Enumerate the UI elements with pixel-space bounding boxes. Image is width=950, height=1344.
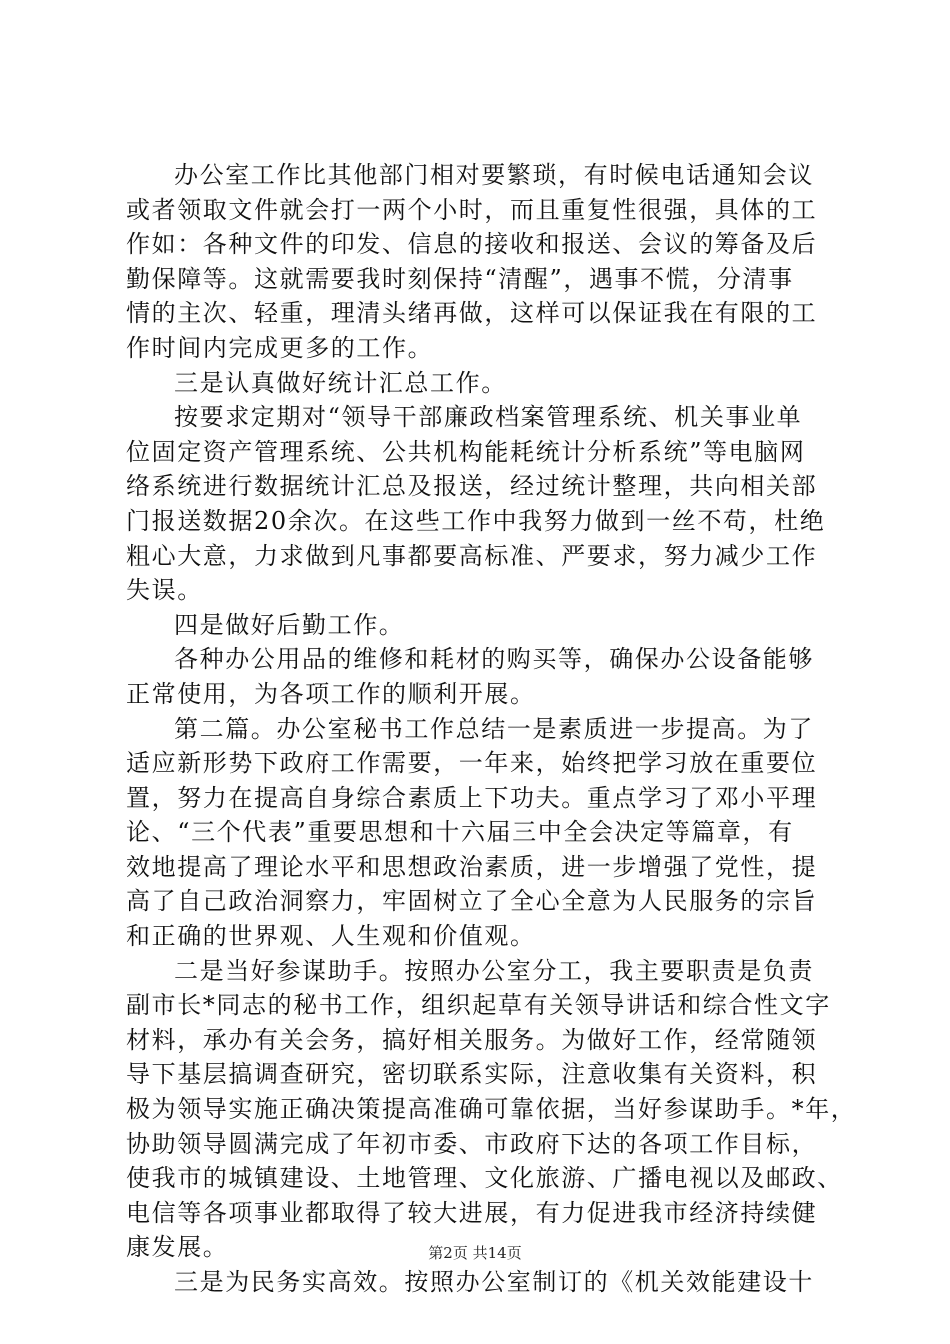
text-line: 或者领取文件就会打一两个小时，而且重复性很强，具体的工 xyxy=(126,195,818,224)
text-line: 适应新形势下政府工作需要，一年来，始终把学习放在重要位 xyxy=(126,749,818,778)
text-line: 位固定资产管理系统、公共机构能耗统计分析系统”等电脑网 xyxy=(126,437,806,466)
page-number-label: 第2页 共14页 xyxy=(428,1244,522,1262)
text-line: 情的主次、轻重，理清头绪再做，这样可以保证我在有限的工 xyxy=(126,299,818,328)
text-line: 使我市的城镇建设、土地管理、文化旅游、广播电视以及邮政、 xyxy=(126,1164,843,1193)
text-line: 置，努力在提高自身综合素质上下功夫。重点学习了邓小平理 xyxy=(126,783,818,812)
text-line: 门报送数据20余次。在这些工作中我努力做到一丝不苟，杜绝 xyxy=(126,506,826,535)
text-line: 和正确的世界观、人生观和价值观。 xyxy=(126,922,536,951)
text-line: 论、“三个代表”重要思想和十六届三中全会决定等篇章，有 xyxy=(126,818,794,847)
text-line: 第二篇。办公室秘书工作总结一是素质进一步提高。为了 xyxy=(174,714,814,743)
section-heading: 三是认真做好统计汇总工作。 xyxy=(174,368,507,397)
text-line: 络系统进行数据统计汇总及报送，经过统计整理，共向相关部 xyxy=(126,472,818,501)
text-line: 办公室工作比其他部门相对要繁琐，有时候电话通知会议 xyxy=(174,161,814,189)
text-line: 正常使用，为各项工作的顺利开展。 xyxy=(126,679,536,708)
text-line: 极为领导实施正确决策提高准确可靠依据，当好参谋助手。*年， xyxy=(126,1095,857,1124)
text-line: 作如：各种文件的印发、信息的接收和报送、会议的筹备及后 xyxy=(126,230,818,259)
text-line: 各种办公用品的维修和耗材的购买等，确保办公设备能够 xyxy=(174,645,814,674)
text-line: 勤保障等。这就需要我时刻保持“清醒”，遇事不慌，分清事 xyxy=(126,264,794,293)
text-line: 三是为民务实高效。按照办公室制订的《机关效能建设十 xyxy=(174,1268,814,1296)
page-footer xyxy=(0,1242,950,1264)
text-line: 作时间内完成更多的工作。 xyxy=(126,333,434,362)
document-body xyxy=(126,158,857,1300)
text-line: 导下基层搞调查研究，密切联系实际，注意收集有关资料，积 xyxy=(126,1060,818,1089)
section-heading: 四是做好后勤工作。 xyxy=(174,610,405,639)
text-line: 副市长*同志的秘书工作，组织起草有关领导讲话和综合性文字 xyxy=(126,991,831,1020)
text-line: 电信等各项事业都取得了较大进展，有力促进我市经济持续健 xyxy=(126,1198,818,1227)
text-line: 失误。 xyxy=(126,576,203,605)
text-line: 效地提高了理论水平和思想政治素质，进一步增强了党性，提 xyxy=(126,852,818,881)
text-line: 二是当好参谋助手。按照办公室分工，我主要职责是负责 xyxy=(174,956,814,985)
text-line: 协助领导圆满完成了年初市委、市政府下达的各项工作目标， xyxy=(126,1129,818,1158)
text-line: 按要求定期对“领导干部廉政档案管理系统、机关事业单 xyxy=(174,403,803,432)
text-line: 高了自己政治洞察力，牢固树立了全心全意为人民服务的宗旨 xyxy=(126,887,818,916)
text-line: 粗心大意，力求做到凡事都要高标准、严要求，努力减少工作 xyxy=(126,541,818,570)
text-line: 康发展。 xyxy=(126,1233,229,1262)
text-line: 材料，承办有关会务，搞好相关服务。为做好工作，经常随领 xyxy=(126,1025,818,1054)
